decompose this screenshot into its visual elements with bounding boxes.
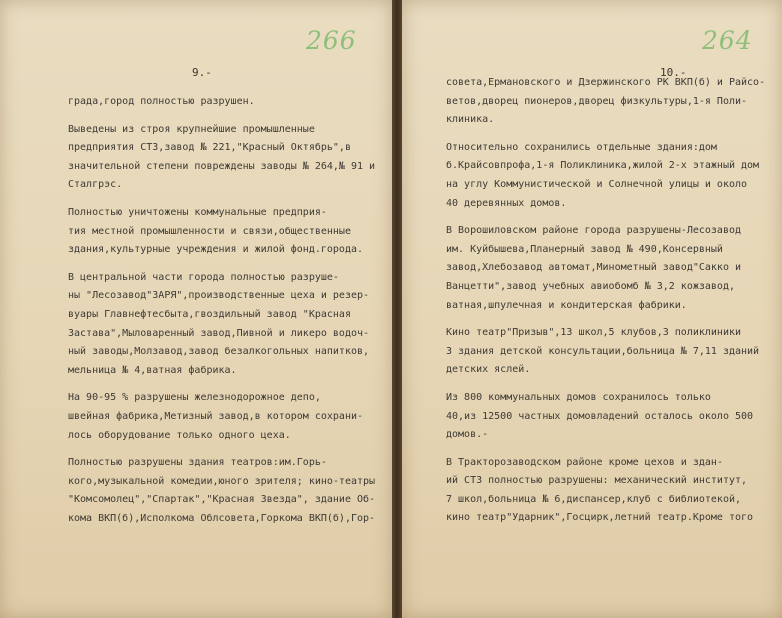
- text-line: Ванцетти",завод учебных авиобомб № 3,2 кожзавод,: [446, 280, 735, 292]
- text-line: кома ВКП(б),Исполкома Облсовета,Горкома ВКП(б),Гор-: [68, 512, 376, 524]
- text-line: ветов,дворец пионеров,дворец физкультуры,1-я Поли-: [446, 95, 748, 107]
- paragraph-gap: [446, 445, 778, 454]
- text-line: мельница № 4,ватная фабрика.: [68, 364, 237, 376]
- text-line: Полностью уничтожены коммунальные предприя-: [68, 206, 327, 218]
- text-line: ий СТЗ полностью разрушены: механический институт,: [446, 475, 748, 487]
- text-line: домов.-: [446, 429, 489, 441]
- text-line: лось оборудование только одного цеха.: [68, 429, 291, 441]
- paragraph-gap: [68, 380, 384, 389]
- paragraph-gap: [68, 445, 384, 454]
- paragraph-gap: [446, 315, 778, 324]
- text-line: завод,Хлебозавод автомат,Минометный завод"Сакко и: [446, 262, 742, 274]
- paragraph-gap: [446, 130, 778, 139]
- text-line: 3 здания детской консультации,больница № 7,11 зданий: [446, 345, 760, 357]
- right-archive-number: 264: [702, 26, 753, 55]
- text-line: "Комсомолец","Спартак","Красная Звезда", здание Об-: [68, 494, 376, 506]
- text-line: им. Куйбышева,Планерный завод № 490,Консервный: [446, 243, 723, 255]
- text-line: града,город полностью разрушен.: [68, 96, 255, 107]
- text-line: на углу Коммунистической и Солнечной улицы и около: [446, 178, 748, 190]
- text-line: здания,культурные учреждения и жилой фонд.города.: [68, 244, 364, 256]
- paragraph-gap: [68, 195, 384, 204]
- text-line: Относительно сохранились отдельные здания:дом: [446, 141, 717, 153]
- text-line: значительной степени повреждены заводы № 264,№ 91 и: [68, 160, 376, 172]
- left-page-number: 9.-: [192, 66, 212, 79]
- text-line: тия местной промышленности и связи,общественные: [68, 225, 351, 237]
- text-line: б.Крайсовпрофа,1-я Поликлиника,жилой 2-х этажный дом: [446, 160, 760, 172]
- book-gutter: [392, 0, 402, 618]
- text-line: В центральной части города полностью разруше-: [68, 271, 339, 283]
- text-line: ватная,шпулечная и кондитерская фабрики.: [446, 299, 687, 311]
- text-line: Сталгрэс.: [68, 179, 123, 191]
- text-line: 40 деревянных домов.: [446, 197, 567, 209]
- text-line: В Тракторозаводском районе кроме цехов и здан-: [446, 456, 723, 468]
- text-line: 7 школ,больница № 6,диспансер,клуб с библиотекой,: [446, 493, 742, 505]
- text-line: Из 800 коммунальных домов сохранилось только: [446, 391, 711, 403]
- text-line: швейная фабрика,Метизный завод,в котором сохрани-: [68, 410, 364, 422]
- right-page-number: 10.-: [660, 66, 687, 79]
- paragraph-gap: [446, 213, 778, 222]
- text-line: В Ворошиловском районе города разрушены-Лесозавод: [446, 225, 742, 237]
- text-line: На 90-95 % разрушены железнодорожное депо,: [68, 392, 321, 404]
- right-page-text: [446, 74, 778, 528]
- text-line: ны "Лесозавод"ЗАРЯ",производственные цеха и резер-: [68, 290, 370, 302]
- left-archive-number: 266: [306, 26, 357, 55]
- text-line: клиника.: [446, 114, 495, 126]
- text-line: предприятия СТЗ,завод № 221,"Красный Октябрь",в: [68, 142, 351, 154]
- text-line: кого,музыкальной комедии,юного зрителя; кино-театры: [68, 475, 376, 487]
- text-line: совета,Ермановского и Дзержинского РК ВКП(б) и Райсо-: [446, 77, 766, 88]
- left-page-text: [68, 93, 384, 528]
- text-line: детских яслей.: [446, 364, 531, 376]
- paragraph-gap: [68, 112, 384, 121]
- text-line: ный заводы,Молзавод,завод безалкогольных напитков,: [68, 346, 370, 358]
- text-line: кино театр"Ударник",Госцирк,летний театр.Кроме того: [446, 512, 754, 524]
- text-line: Выведены из строя крупнейшие промышленные: [68, 123, 315, 135]
- text-line: вуары Главнефтесбыта,гвоздильный завод "Красная: [68, 308, 351, 320]
- text-line: Полностью разрушены здания театров:им.Горь-: [68, 457, 327, 469]
- text-line: Кино театр"Призыв",13 школ,5 клубов,3 поликлиники: [446, 327, 742, 339]
- right-page: [402, 0, 782, 618]
- paragraph-gap: [68, 260, 384, 269]
- text-line: 40,из 12500 частных домовладений осталось около 500: [446, 410, 754, 422]
- paragraph-gap: [446, 380, 778, 389]
- text-line: Застава",Мыловаренный завод,Пивной и ликеро водоч-: [68, 327, 370, 339]
